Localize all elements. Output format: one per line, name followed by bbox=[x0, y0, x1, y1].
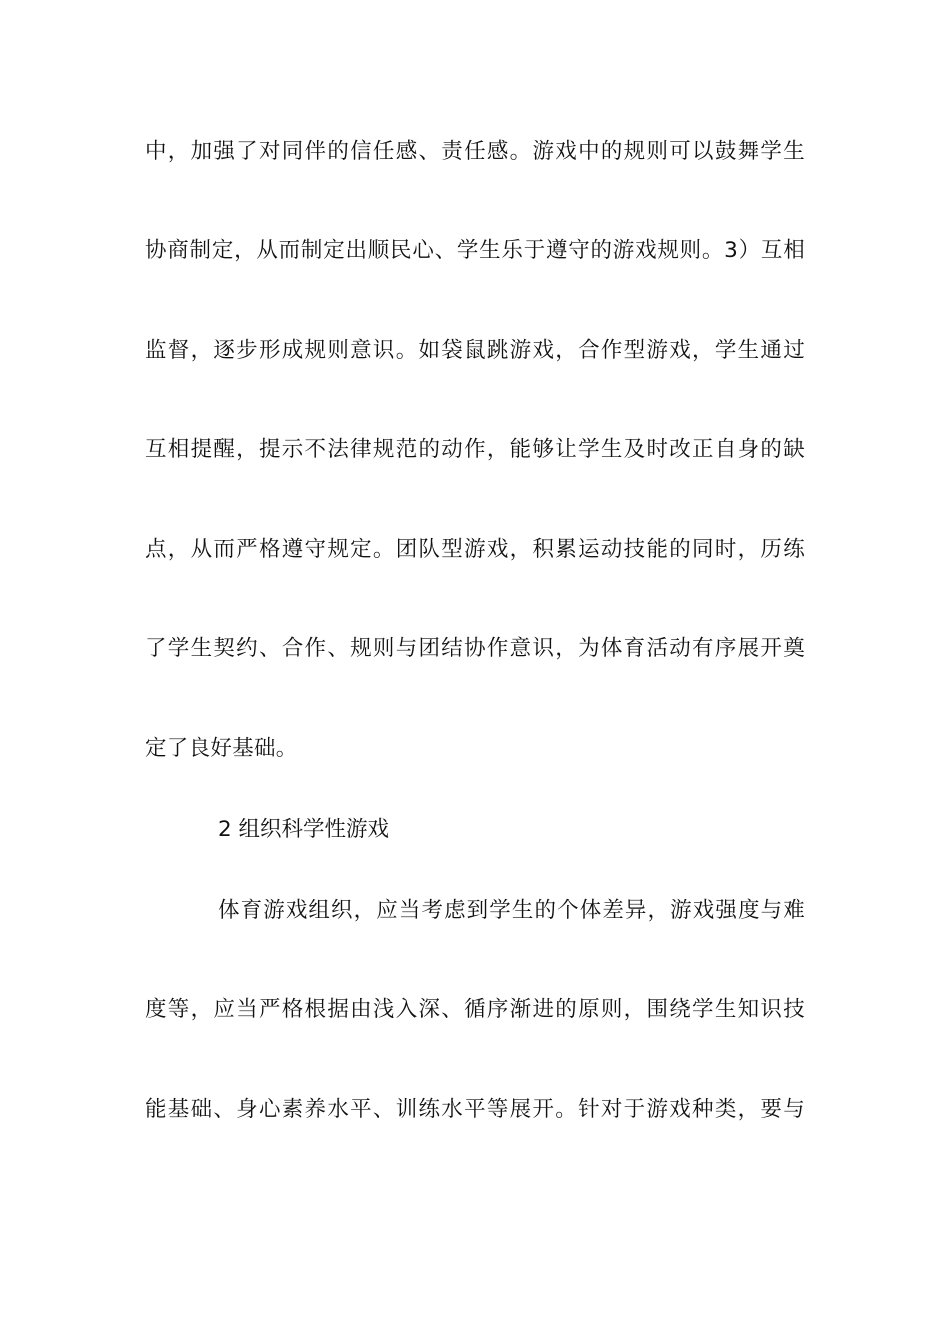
paragraph-1-line-7: 定了良好基础。 bbox=[145, 736, 298, 761]
paragraph-1-line-5: 点，从而严格遵守规定。团队型游戏，积累运动技能的同时，历练 bbox=[145, 537, 805, 562]
paragraph-1-line-4: 互相提醒，提示不法律规范的动作，能够让学生及时改正自身的缺 bbox=[145, 437, 805, 462]
paragraph-1-line-6: 了学生契约、合作、规则与团结协作意识，为体育活动有序展开奠 bbox=[145, 636, 805, 661]
paragraph-1-line-3: 监督，逐步形成规则意识。如袋鼠跳游戏，合作型游戏，学生通过 bbox=[145, 338, 805, 363]
paragraph-2-line-3: 能基础、身心素养水平、训练水平等展开。针对于游戏种类，要与 bbox=[145, 1097, 805, 1122]
paragraph-1-line-2: 协商制定，从而制定出顺民心、学生乐于遵守的游戏规则。3）互相 bbox=[145, 238, 805, 263]
section-heading: 2 组织科学性游戏 bbox=[218, 817, 390, 842]
paragraph-2-line-2: 度等，应当严格根据由浅入深、循序渐进的原则，围绕学生知识技 bbox=[145, 997, 805, 1022]
paragraph-1-line-1: 中，加强了对同伴的信任感、责任感。游戏中的规则可以鼓舞学生 bbox=[145, 139, 805, 164]
paragraph-2-line-1: 体育游戏组织，应当考虑到学生的个体差异，游戏强度与难 bbox=[218, 898, 805, 923]
